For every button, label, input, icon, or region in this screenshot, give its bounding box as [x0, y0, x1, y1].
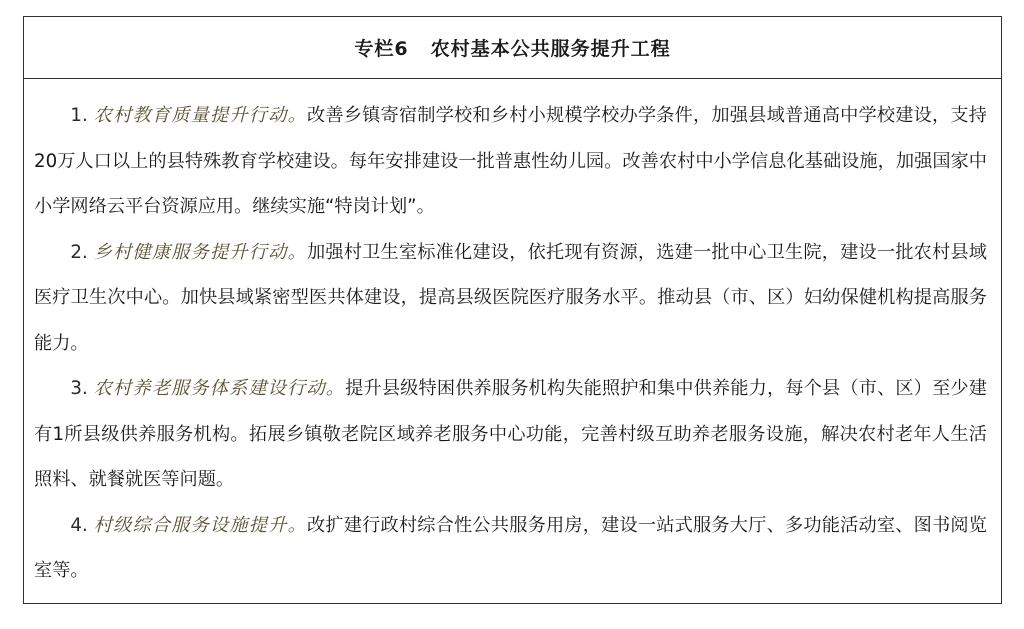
item-number: 4.: [70, 514, 88, 536]
item-paragraph: [34, 230, 987, 367]
column-box: [23, 16, 1002, 604]
item-text: 改善乡镇寄宿制学校和乡村小规模学校办学条件，加强县域普通高中学校建设，支持20万人口以上的县特殊教育学校建设。每年安排建设一批普惠性幼儿园。改善农村中小学信息化基础设施，加强国家中小学网络云平台资源应用。继续实施“特岗计划”。: [34, 105, 987, 217]
item-number: 3.: [70, 378, 88, 399]
item-text: 提升县级特困供养服务机构失能照护和集中供养能力，每个县（市、区）至少建有1所县级供养服务机构。拓展乡镇敬老院区域养老服务中心功能，完善村级互助养老服务设施，解决农村老年人生活照料、就餐就医等问题。: [34, 378, 987, 490]
item-heading: 农村养老服务体系建设行动。: [93, 378, 346, 399]
column-title-prefix: 专栏6: [354, 38, 409, 60]
column-title-text: 农村基本公共服务提升工程: [430, 38, 671, 60]
column-body: [24, 79, 1001, 594]
item-text: 改扩建行政村综合性公共服务用房，建设一站式服务大厅、多功能活动室、图书阅览室等。: [34, 514, 987, 581]
item-heading: 农村教育质量提升行动。: [93, 105, 307, 126]
item-heading: 村级综合服务设施提升。: [93, 514, 307, 536]
item-paragraph: [34, 93, 987, 230]
item-paragraph: [34, 503, 987, 594]
item-paragraph: [34, 366, 987, 503]
column-title: [354, 34, 670, 61]
column-header: [24, 17, 1001, 79]
item-heading: 乡村健康服务提升行动。: [93, 241, 307, 263]
item-text: 加强村卫生室标准化建设，依托现有资源，选建一批中心卫生院，建设一批农村县域医疗卫生次中心。加快县域紧密型医共体建设，提高县级医院医疗服务水平。推动县（市、区）妇幼保健机构提高服务能力。: [34, 241, 987, 354]
item-number: 2.: [70, 241, 88, 263]
item-number: 1.: [70, 105, 88, 126]
